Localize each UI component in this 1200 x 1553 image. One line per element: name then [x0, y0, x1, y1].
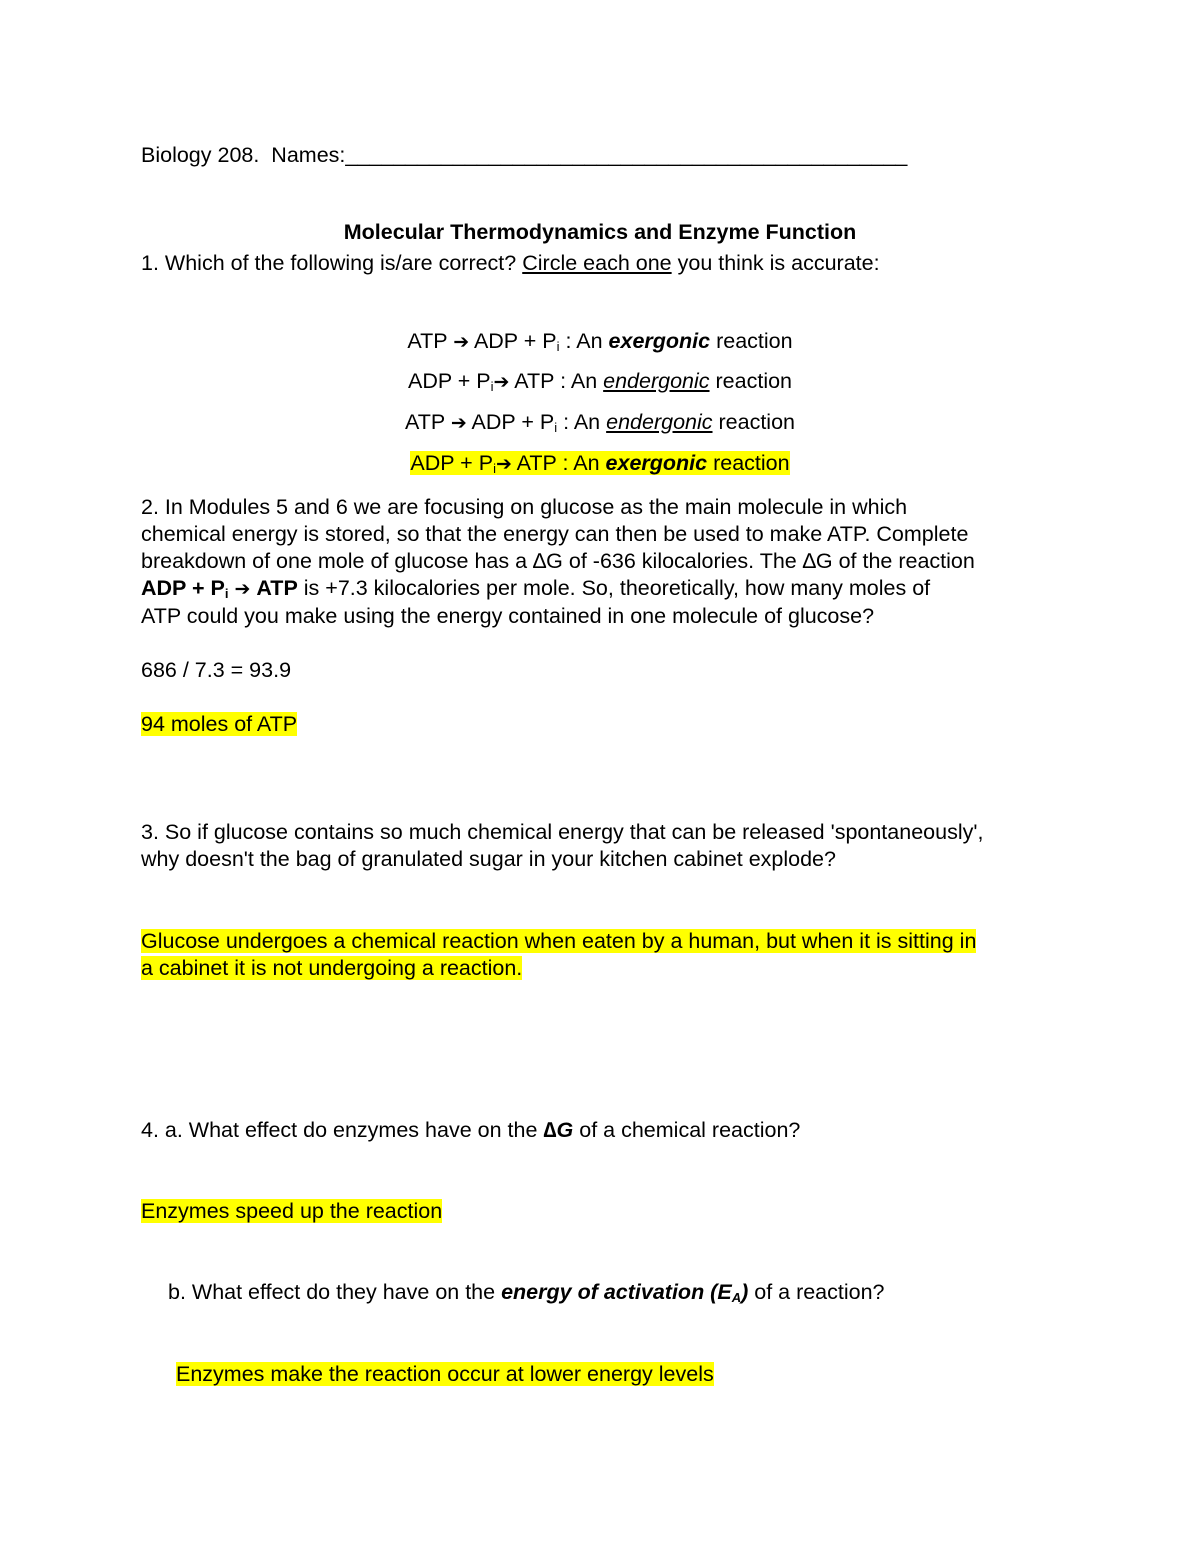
q1-prompt-a: Which of the following is/are correct? [164, 251, 517, 275]
q4a-answer [141, 1198, 442, 1225]
q1-option-2 [0, 366, 1200, 397]
option-mid: : An [562, 450, 600, 475]
q2-line [141, 575, 975, 603]
q3-answer-line: Glucose undergoes a chemical reaction when eaten by a human, but when it is sitting in [141, 929, 977, 953]
q2-line: ATP could you make using the energy contained in one molecule of glucose? [141, 604, 875, 628]
option-left: ADP + P [407, 368, 491, 393]
option-mid: : An [563, 409, 601, 434]
q4b-suffix: of a reaction? [754, 1280, 885, 1304]
names-blank: _______________________________________________ [345, 143, 908, 167]
q3-answer [141, 928, 976, 982]
option-tail: reaction [716, 328, 793, 353]
option-right: ATP [516, 450, 557, 475]
q1-prompt-b: you think is accurate: [677, 251, 880, 275]
header-line [141, 142, 907, 169]
q4a-suffix: of a chemical reaction? [579, 1118, 801, 1142]
q4a-answer-text: Enzymes speed up the reaction [141, 1199, 443, 1223]
q4b-sub: A [731, 1290, 742, 1305]
q4b-answer [176, 1361, 714, 1388]
option-kind: exergonic [608, 328, 711, 353]
delta-g-symbol: ∆G [543, 1118, 574, 1142]
question-2 [141, 494, 975, 630]
q3-line: why doesn't the bag of granulated sugar in your kitchen cabinet explode? [141, 847, 836, 871]
q2-equation-sub: i [224, 586, 229, 601]
question-4a [141, 1117, 800, 1144]
option-sub: i [556, 338, 560, 354]
q4b-term: energy of activation (E [501, 1280, 732, 1304]
q4b-close: ) [741, 1280, 749, 1304]
q1-prompt-underlined: Circle each one [522, 251, 672, 275]
arrow-icon: ➔ [450, 411, 467, 434]
arrow-icon: ➔ [495, 452, 512, 475]
course-label: Biology 208. [141, 143, 260, 167]
q4b-prefix: b. What effect do they have on the [168, 1280, 496, 1304]
q3-answer-line: a cabinet it is not undergoing a reaction. [141, 956, 523, 980]
option-tail: reaction [713, 450, 790, 475]
q4b-answer-text: Enzymes make the reaction occur at lower energy levels [176, 1362, 714, 1386]
arrow-icon: ➔ [453, 330, 470, 353]
option-tail: reaction [715, 368, 793, 393]
option-right: ADP + P [471, 409, 555, 434]
q2-answer [141, 711, 297, 738]
page-title: Molecular Thermodynamics and Enzyme Function [343, 219, 857, 244]
option-sub: i [490, 378, 494, 394]
option-right: ATP [514, 368, 555, 393]
q1-option-3 [0, 407, 1200, 438]
arrow-icon: ➔ [493, 370, 510, 393]
q1-option-4 [0, 448, 1200, 479]
q4a-prefix: 4. a. What effect do enzymes have on the [141, 1118, 538, 1142]
option-kind: exergonic [605, 450, 708, 475]
question-3 [141, 819, 983, 873]
option-left: ATP [407, 328, 448, 353]
q2-equation-left: ADP + P [141, 576, 225, 600]
option-mid: : An [560, 368, 598, 393]
option-highlight [410, 451, 789, 475]
option-mid: : An [565, 328, 603, 353]
question-1-prompt [141, 250, 880, 277]
q2-line: chemical energy is stored, so that the energy can then be used to make ATP. Complete [141, 522, 969, 546]
q2-line: 2. In Modules 5 and 6 we are focusing on glucose as the main molecule in which [141, 495, 908, 519]
q2-line-rest: is +7.3 kilocalories per mole. So, theoretically, how many moles of [303, 576, 931, 600]
question-4b [168, 1279, 885, 1306]
q3-line: 3. So if glucose contains so much chemical energy that can be released 'spontaneously', [141, 820, 984, 844]
q1-option-1 [0, 326, 1200, 357]
q2-work: 686 / 7.3 = 93.9 [141, 658, 292, 682]
arrow-icon: ➔ [234, 578, 251, 600]
q2-equation-right: ATP [256, 576, 298, 600]
q2-line: breakdown of one mole of glucose has a ∆G of -636 kilocalories. The ∆G of the reaction [141, 549, 975, 573]
option-sub: i [493, 460, 496, 476]
option-tail: reaction [718, 409, 795, 434]
option-kind: endergonic [603, 368, 710, 393]
option-left: ADP + P [410, 450, 494, 475]
option-sub: i [554, 419, 558, 435]
option-left: ATP [404, 409, 445, 434]
names-label: Names: [271, 143, 346, 167]
q1-number: 1. [141, 251, 159, 275]
q2-answer-text: 94 moles of ATP [141, 712, 298, 736]
option-right: ADP + P [473, 328, 557, 353]
option-kind: endergonic [606, 409, 713, 434]
